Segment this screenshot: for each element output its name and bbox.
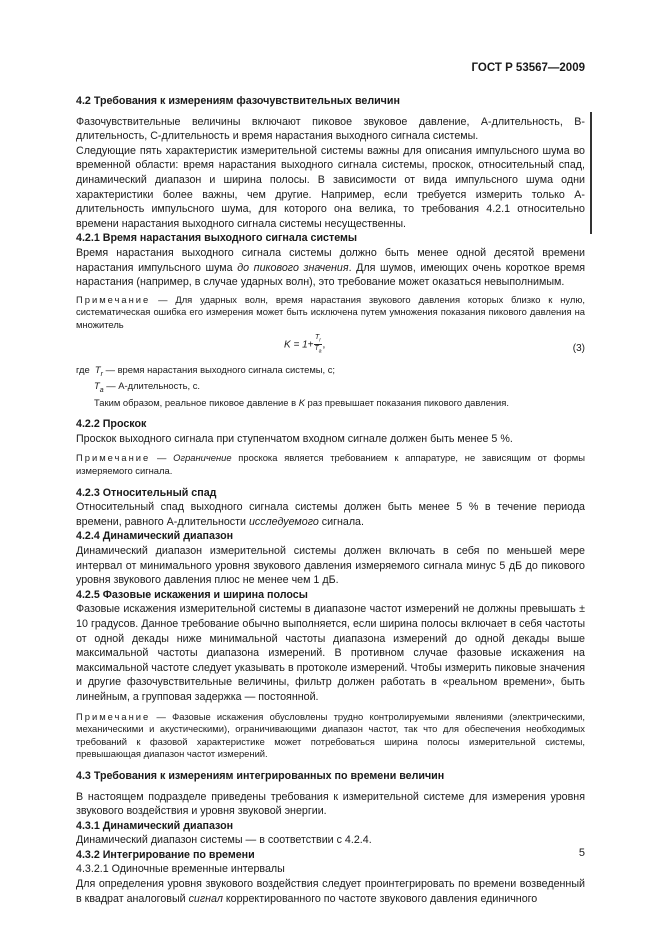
formula-3 [76, 332, 585, 364]
section-4-2-title: 4.2 Требования к измерениям фазочувствительных величин [76, 95, 400, 107]
paragraph: Для определения уровня звукового воздействия следует проинтегрировать по времени возведенный в квадрат аналоговый сигнал корректированного по частоте звукового давления единичного [76, 878, 585, 905]
paragraph: Динамический диапазон системы — в соответствии с 4.2.4. [76, 834, 372, 847]
section-4-2-5-title: 4.2.5 Фазовые искажения и ширина полосы [76, 588, 308, 601]
page-body [76, 94, 585, 906]
equation-number: (3) [572, 342, 585, 354]
subsection-4-3-2-1: 4.3.2.1 Одиночные временные интервалы [76, 863, 285, 876]
section-4-3-1-title: 4.3.1 Динамический диапазон [76, 819, 234, 832]
section-4-3-title: 4.3 Требования к измерениям интегрированных по времени величин [76, 769, 445, 782]
paragraph: Проскок выходного сигнала при ступенчатом входном сигнале должен быть менее 5 %. [76, 432, 513, 445]
paragraph: В настоящем подразделе приведены требования к измерительной системе для измерения уровня звукового воздействия и уровня звуковой энергии. [76, 790, 585, 818]
note: Примечание — Ограничение проскока является требованием к аппаратуре, не зависящим от формы измеряемого сигнала. [76, 452, 585, 477]
note: Примечание — Для ударных волн, время нарастания звукового давления которых близко к нулю, систематическая ошибка его измерения может быть исключена путем умножения показания пикового давления на множитель [76, 293, 585, 330]
paragraph: Фазовые искажения измерительной системы в диапазоне частот измерений не должны превышать ± 10 градусов. Данное требование обычно выполняется, если ширина полосы включает в себя частоты от одной декады ниже минимальной частоты диапазона измерений до одной декады выше максимальной частоты диапазона измерений. В противном случае фазовые искажения на максимальной частоте следует указывать в протоколе измерений. Чтобы измерить пиковые значения и другие фазочувствительные величины, фильтр должен работать в «реальном времени», быть линейным, а групповая задержка — постоянной. [76, 603, 585, 703]
section-4-2-2-title: 4.2.2 Проскок [76, 418, 147, 431]
section-4-2-4-title: 4.2.4 Динамический диапазон [76, 530, 234, 543]
note: Примечание — Фазовые искажения обусловлены трудно контролируемыми явлениями (электрическими, механическими и акустическими), ограничивающими диапазон частот, так что для обеспечения необходимых требований к фазовой характеристике может потребоваться ширина полосы измерительной системы, превышающая диапазон частот измерений. [76, 710, 585, 760]
paragraph: Фазочувствительные величины включают пиковое звуковое давление, А-длительность, В-длительность, С-длительность и время нарастания выходного сигнала системы. [76, 115, 585, 143]
paragraph: Время нарастания выходного сигнала системы должно быть менее одной десятой времени нарастания импульсного шума до пикового значения. Для шумов, имеющих очень короткое время нарастания (например, в случае ударных волн), это требование может оказаться невыполнимым. [76, 246, 586, 289]
section-4-2-1-title: 4.2.1 Время нарастания выходного сигнала системы [76, 232, 358, 245]
variable-list: где $T_r$ — время нарастания выходного сигнала системы, с; $T_a$ — А-длительность, с. Таким образом, реальное пиковое давление в K раз превышает показания пикового давления. [76, 363, 509, 409]
section-4-2-3-title: 4.2.3 Относительный спад [76, 486, 217, 499]
formula: K = 1+ $\frac{T_r}{T_a}$ , [284, 333, 326, 355]
section-4-3-2-title: 4.3.2 Интегрирование по времени [76, 848, 255, 861]
standard-header: ГОСТ Р 53567—2009 [471, 62, 585, 74]
page-number: 5 [578, 847, 585, 859]
paragraph: Относительный спад выходного сигнала системы должен быть менее 5 % в течение периода времени, равного А-длительности исследуемого сигнала. [76, 501, 585, 528]
paragraph: Динамический диапазон измерительной системы должен включать в себя по меньшей мере интервал от минимального уровня звукового давления измеряемого сигнала минус 5 дБ до пикового уровня звукового давления плюс не менее чем 1 дБ. [76, 545, 585, 587]
paragraph: Следующие пять характеристик измерительной системы важны для описания импульсного шума во временной области: время нарастания выходного сигнала системы, проскок, относительный спад, динамический диапазон и ширина полосы. В зависимости от вида импульсного шума одни характеристики более важны, чем другие. Например, если требуется измерить только А-длительность импульсного шума, для которого она велика, то требования 4.2.1 относительно времени нарастания выходного сигнала системы несущественны. [76, 144, 585, 230]
change-bar [590, 112, 592, 234]
